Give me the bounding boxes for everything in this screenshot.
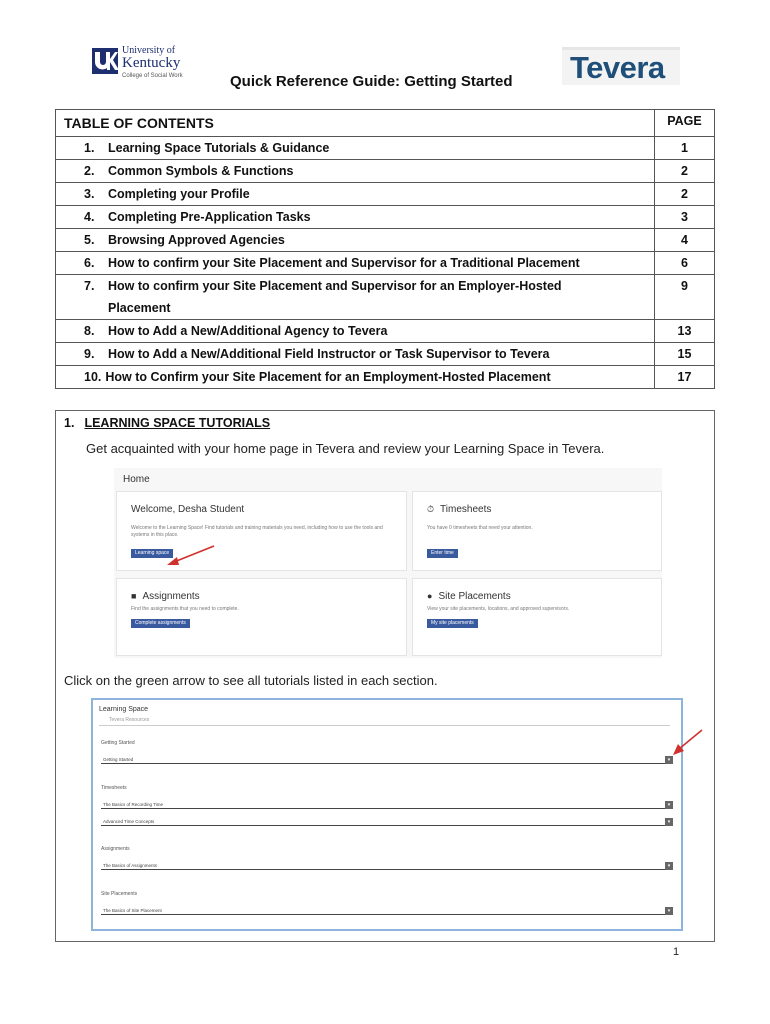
toc-item-number: 2.	[84, 164, 95, 178]
toc-item-number: 8.	[84, 324, 95, 338]
learning-space-screenshot	[91, 698, 683, 931]
map-pin-icon: ●	[427, 591, 433, 601]
clock-icon: ⏱	[427, 504, 435, 514]
section-label: LEARNING SPACE TUTORIALS	[84, 416, 271, 430]
learning-space-button[interactable]: Learning space	[131, 549, 173, 558]
home-title: Home	[123, 474, 150, 485]
red-arrow-icon	[164, 543, 218, 569]
site-placements-label: Site Placements	[101, 891, 138, 897]
section-instruction: Click on the green arrow to see all tutorials listed in each section.	[64, 673, 438, 688]
uk-logo-line3: College of Social Work	[122, 73, 183, 79]
my-site-placements-button[interactable]: My site placements	[427, 619, 478, 628]
toc-item-page: 9	[655, 275, 715, 320]
toc-item-text: How to Add a New/Additional Field Instructor or Task Supervisor to Tevera	[108, 347, 550, 361]
enter-time-button[interactable]: Enter time	[427, 549, 458, 558]
toc-row	[56, 343, 715, 366]
site-placements-title: Site Placements	[438, 591, 511, 602]
assignments-title: Assignments	[142, 591, 200, 602]
chevron-down-icon[interactable]: ▾	[665, 818, 673, 826]
dropdown-value: Getting Started	[103, 757, 134, 762]
page-number: 1	[673, 946, 680, 958]
toc-item-text: How to Confirm your Site Placement for an Employment-Hosted Placement	[105, 370, 551, 384]
chevron-down-icon[interactable]: ▾	[665, 801, 673, 809]
dropdown-value: The Basics of Site Placement	[103, 908, 162, 913]
dropdown-value: Advanced Time Concepts	[103, 819, 155, 824]
dropdown-value: The Basics of Recording Time	[103, 802, 164, 807]
divider	[99, 725, 670, 726]
tevera-logo-text: Tevera	[570, 50, 665, 85]
site-placements-text: View your site placements, locations, and approved supervisors.	[427, 606, 570, 612]
getting-started-dropdown[interactable]	[101, 756, 673, 764]
assignments-text: Find the assignments that you need to complete.	[131, 606, 239, 612]
uk-mark-icon	[92, 48, 118, 74]
toc-item-page: 1	[655, 137, 715, 160]
red-arrow-icon	[670, 728, 706, 758]
toc-item-page: 2	[655, 183, 715, 206]
section-learning-space	[55, 410, 715, 942]
toc-page-heading: PAGE	[655, 110, 715, 137]
toc-item-page: 17	[655, 366, 715, 389]
section-intro: Get acquainted with your home page in Tevera and review your Learning Space in Tevera.	[86, 441, 605, 456]
toc-item-number: 6.	[84, 256, 95, 270]
toc-row	[56, 137, 715, 160]
timesheets-title: Timesheets	[440, 504, 492, 515]
toc-item-number: 1.	[84, 141, 95, 155]
folder-icon: ■	[131, 591, 137, 601]
dropdown-value: The Basics of Assignments	[103, 863, 158, 868]
toc-row	[56, 183, 715, 206]
chevron-down-icon[interactable]: ▾	[665, 907, 673, 915]
toc-heading: TABLE OF CONTENTS	[56, 110, 655, 137]
assignments-label: Assignments	[101, 846, 130, 852]
assignments-card	[116, 578, 407, 656]
toc-item-text: How to confirm your Site Placement and Supervisor for an Employer-Hosted	[108, 279, 562, 293]
assignments-dropdown[interactable]	[101, 862, 673, 870]
toc-row	[56, 320, 715, 343]
toc-item-text: Browsing Approved Agencies	[108, 233, 285, 247]
toc-item-text: How to confirm your Site Placement and Supervisor for a Traditional Placement	[108, 256, 580, 270]
learning-space-title: Learning Space	[99, 706, 149, 713]
welcome-card	[116, 491, 407, 571]
complete-assignments-button[interactable]: Complete assignments	[131, 619, 190, 628]
toc-item-page: 2	[655, 160, 715, 183]
table-of-contents	[55, 109, 715, 389]
toc-item-number: 10.	[84, 370, 102, 384]
toc-item-page: 15	[655, 343, 715, 366]
toc-item-page: 4	[655, 229, 715, 252]
welcome-text: Welcome to the Learning Space! Find tutorials and training materials you need, including how to use the tools and systems in this place.	[131, 525, 383, 538]
timesheets-text: You have 0 timesheets that need your attention.	[427, 525, 533, 531]
toc-item-page: 13	[655, 320, 715, 343]
toc-row	[56, 206, 715, 229]
toc-item-text: Common Symbols & Functions	[108, 164, 294, 178]
university-of-kentucky-logo	[92, 46, 202, 82]
toc-item-number: 3.	[84, 187, 95, 201]
toc-item-number: 7.	[84, 279, 95, 293]
learning-space-subtitle: Tevera Resources	[109, 717, 150, 723]
uk-logo-line2: Kentucky	[122, 55, 181, 71]
toc-item-text-continued: Placement	[108, 301, 171, 315]
toc-row	[56, 160, 715, 183]
toc-row	[56, 275, 715, 320]
uk-logo-line1: University of	[122, 45, 176, 56]
toc-item-number: 4.	[84, 210, 95, 224]
section-number: 1.	[64, 416, 75, 430]
toc-row	[56, 252, 715, 275]
getting-started-label: Getting Started	[101, 740, 135, 746]
section-heading	[64, 416, 270, 430]
tevera-logo	[562, 47, 680, 85]
chevron-down-icon[interactable]: ▾	[665, 862, 673, 870]
site-placements-dropdown[interactable]	[101, 907, 673, 915]
document-title: Quick Reference Guide: Getting Started	[230, 73, 513, 90]
toc-item-text: Learning Space Tutorials & Guidance	[108, 141, 330, 155]
timesheets-dropdown[interactable]	[101, 801, 673, 809]
toc-item-page: 6	[655, 252, 715, 275]
toc-item-text: Completing Pre-Application Tasks	[108, 210, 311, 224]
timesheets-label: Timesheets	[101, 785, 127, 791]
welcome-title: Welcome, Desha Student	[131, 504, 245, 515]
chevron-down-icon[interactable]: ▾	[665, 756, 673, 764]
toc-header-row	[56, 110, 715, 137]
toc-row	[56, 229, 715, 252]
toc-item-text: How to Add a New/Additional Agency to Tevera	[108, 324, 388, 338]
timesheets-card	[412, 491, 662, 571]
timesheets-dropdown-advanced[interactable]	[101, 818, 673, 826]
site-placements-card	[412, 578, 662, 656]
toc-item-number: 5.	[84, 233, 95, 247]
toc-item-page: 3	[655, 206, 715, 229]
toc-item-text: Completing your Profile	[108, 187, 250, 201]
toc-row	[56, 366, 715, 389]
toc-item-number: 9.	[84, 347, 95, 361]
